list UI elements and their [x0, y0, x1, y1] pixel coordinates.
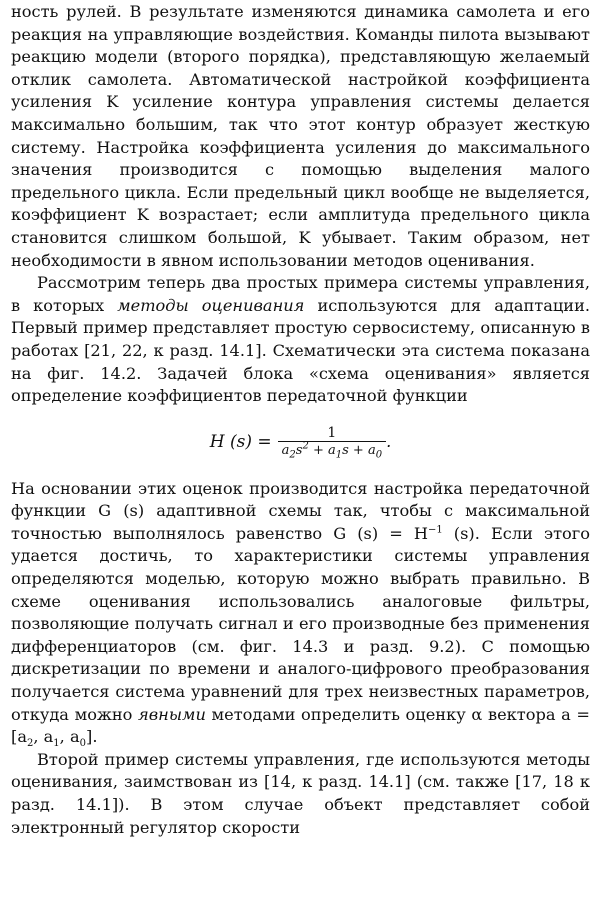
paragraph-4: Второй пример системы управления, где используются методы оценивания, заимствован из [14, к разд. 14.1] (см. также [17, 18 к разд. 14.1]). В этом случае объект представляет собой электронный регулятор скорости: [11, 749, 590, 837]
denominator: $a_2s^2 + a_1s + a_0$: [278, 441, 386, 460]
paragraph-1: ность рулей. В результате изменяются динамика самолета и его реакция на управляющие воздействия. Команды пилота вызывают реакцию модели (второго порядка), представляющую желаемый отклик самолета. Автоматической настройкой коэффициента усиления K усиление контура управления системы делается максимально большим, так что этот контур образует жесткую систему. Настройка коэффициента усиления до максимального значения производится с помощью выделения малого предельного цикла. Если предельный цикл вообще не выделяется, коэффициент K возрастает; если амплитуда предельного цикла становится слишком большой, K убывает. Таким образом, нет необходимости в явном использовании методов оценивания.: [11, 2, 590, 270]
fraction: $\frac{1}{a_2s^2 + a_1s + a_0}$: [278, 425, 386, 460]
paragraph-3: На основании этих оценок производится настройка передаточной функции G (s) адаптивной схемы так, чтобы с максимальной точностью выполнялось равенство G $(s) = H^{-1}$ (s). Если этого удается достичь, то характеристики системы управления определяются моделью, которую можно выбрать правильно. В схеме оценивания использовались аналоговые фильтры, позволяющие получать сигнал и его производные без применения дифференциаторов (см. фиг. 14.3 и разд. 9.2). С помощью дискретизации по времени и аналого-цифрового преобразования получается система уравнений для трех неизвестных параметров, откуда можно явными методами определить оценку α вектора $a = [a_2$, $a_1$, $a_0$].: [11, 478, 590, 750]
paragraph-2: Рассмотрим теперь два простых примера системы управления, в которых методы оценивания используются для адаптации. Первый пример представляет простую сервосистему, описанную в работах [21, 22, к разд. 14.1]. Схематически эта система показана на фиг. 14.2. Задачей блока «схема оценивания» является определение коэффициентов передаточной функции: [11, 273, 591, 406]
transfer-function-formula: H (s) = $\frac{1}{a_2s^2 + a_1s + a_0}$ .: [209, 425, 392, 461]
